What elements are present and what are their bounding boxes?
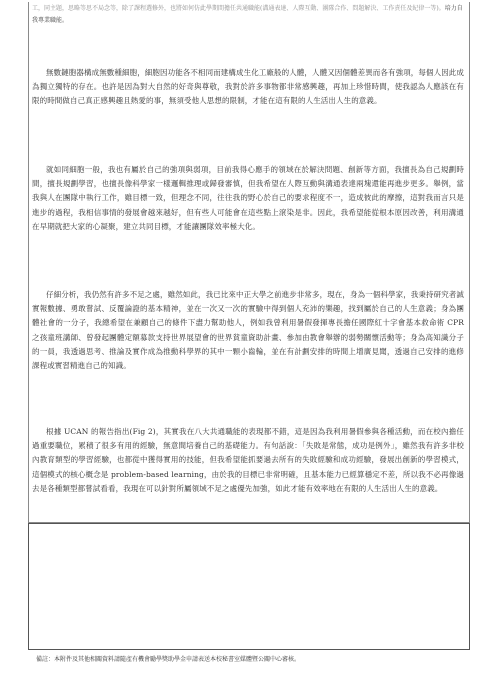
top-excerpt-strong: 培力自我專業職能。 (32, 5, 463, 24)
paragraph-1: 無數鏈胞器構成無數種細胞，細胞因功能各不相同而建構成生化工廠般的人體，人體又因個體差異而各有強項，每個人因此成為獨立獨特的存在。也許是因為對大自然的好奇與尊敬，我對於許多事物都非常感興趣，再加上珍惜時間，使我認為人應該在有限的時間做自己真正感興趣且熱愛的事，無須受他人思想的限制，才能在這有限的人生活出人生的意義。 (32, 68, 464, 106)
paragraph-4: 根據 UCAN 的報告指出(Fig 2)，其實我在八大共通職能的表現都不錯，這是因為我利用暑假參與各種活動，而在校內擔任過重要職位，累積了很多有用的經驗，無意間培養自己的基礎能力。有句話說：「失敗是常態，成功是例外」，雖然我有許多非校內教育類型的學習經驗，也都從中獲得實用的技能，但我希望能抓要過去所有的失敗經驗和成功經驗，發展出創新的學習模式，這個模式的核心概念是 problem-based learning，由於我的目標已非常明確，且基本能力已經算穩定不差，所以我不必再像過去是各種類型都嘗試看看，我現在可以針對所屬領域不足之處優先加強，如此才能有效率地在有限的人生活出人生的意義。 (32, 427, 464, 493)
top-excerpt (32, 3, 464, 27)
paragraph-3: 仔細分析，我仍然有許多不足之處，雖然如此，我已比來中正大學之前進步非常多，現在，身為一個科學家，我秉持研究者誠實報數據、勇敢嘗試、反覆論證的基本精神，並在一次又一次的實驗中得到個人充沛的樂趣，找到屬於自己的人生意義；身為團體社會的一分子，我總希望在兼顧自己的條件下盡力幫助他人，例如我曾利用暑假發揮專長擔任國際紅十字會基本救命術 CPR 之孩童班講師、曾發起團體定額募款支持世界展望會的世界貧童資助計畫、參加由教會舉辦的弱勢關懷活動等；身為高知識分子的一員，我透過思考、推論及實作成為推動科學界的其中一顆小齒輪，並在有計劃安排的時間上增廣見聞，透過自己安排的進修課程或實習精進自己的知識。 (32, 290, 464, 371)
footnote: 備註：本附件及其他相關資料請隨產有機會勵學獎助學金申請表送本校秘書室媒體暨公關中心審核。 (36, 656, 301, 663)
blank-box (28, 523, 470, 650)
top-excerpt-faded: 工，同主題，思略等思不局念等，除了課程選修外，也將如何仿此學期間擔任共通職能(溝通表達、人際互動、團隊合作、問題解決、工作責任及紀律一等)。 (32, 5, 445, 12)
paragraph-2: 就如同細胞一般，我也有屬於自己的強項與弱項，目前我得心應手的領域在於解決問題、創新等方面，我擅長為自己規劃時間，擅長規劃學習，也擅長像科學家一樣邏輯推理或歸發審慎，但我希望在人際互動與溝通表達兩塊還能再進步更多。舉例，當我與人在團隊中執行工作，雖目標一致，但理念不同，往往我的野心於自己的要求程度不一，造成彼此的摩擦，這對我而言只是進步的過程，我相信事情的發展會越來越好，但有些人可能會在這些點上滾染是非。因此，我希望能從根本原因改善，利用溝通在早期就把大家的心凝聚，建立共同目標，才能讓團隊效率極大化。 (32, 165, 464, 231)
